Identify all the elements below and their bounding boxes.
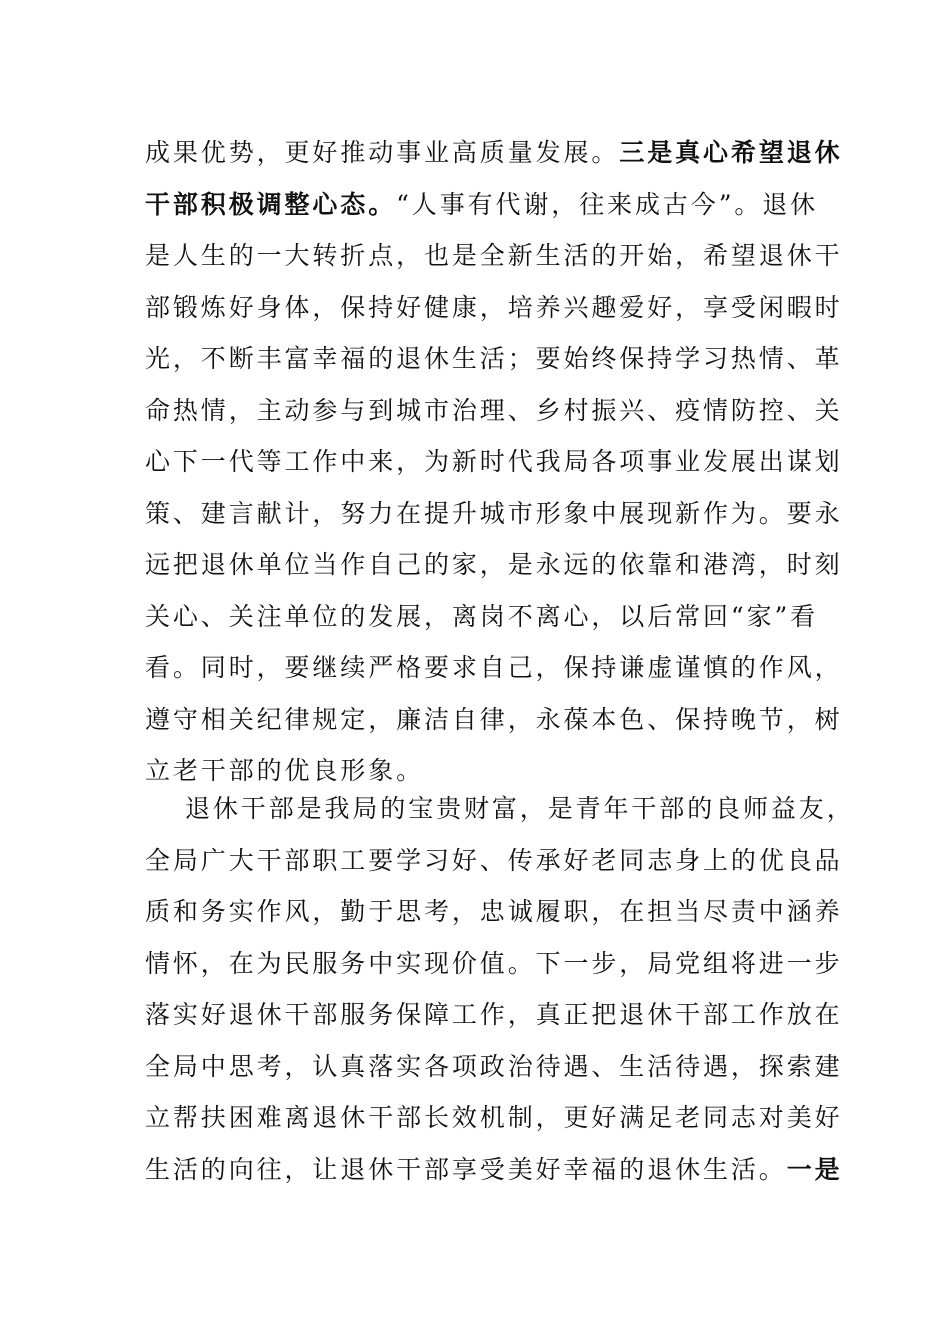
text-segment: 远把退休单位当作自己的家，是永远的依靠和港湾，时刻 (145, 550, 843, 579)
text-line (145, 127, 843, 179)
text-segment: 看。同时，要继续严格要求自己，保持谦虚谨慎的作风， (145, 653, 843, 682)
bold-text-segment: 三是真心希望退休 (619, 138, 843, 167)
text-line (145, 333, 843, 385)
text-line (145, 694, 843, 746)
text-segment: 情怀，在为民服务中实现价值。下一步，局党组将进一步 (145, 948, 843, 978)
text-segment: 策、建言献计，努力在提升城市形象中展现新作为。要永 (145, 498, 843, 528)
text-segment: 全局中思考，认真落实各项政治待遇、生活待遇，探索建 (145, 1051, 843, 1081)
text-segment: 立老干部的优良形象。 (145, 756, 425, 785)
text-segment: 退休干部是我局的宝贵财富，是青年干部的良师益友， (185, 794, 855, 823)
text-line (145, 488, 843, 540)
paragraph-1 (145, 127, 843, 797)
text-line (145, 886, 843, 938)
text-segment: 光，不断丰富幸福的退休生活；要始终保持学习热情、革 (145, 344, 843, 373)
text-segment: “人事有代谢，往来成古今”。退休 (396, 189, 819, 219)
bold-text-segment: 一是 (786, 1154, 843, 1184)
text-line (145, 1144, 843, 1196)
text-line (145, 783, 855, 835)
text-line (145, 179, 819, 231)
text-segment: 生活的向往，让退休干部享受美好幸福的退休生活。 (145, 1154, 787, 1184)
text-line (145, 1092, 843, 1144)
text-line (145, 385, 843, 437)
text-segment: 成果优势，更好推动事业高质量发展。 (145, 138, 620, 167)
text-line (145, 539, 843, 591)
text-segment: 落实好退休干部服务保障工作，真正把退休干部工作放在 (145, 1000, 843, 1029)
paragraph-2 (145, 783, 855, 1195)
text-line (145, 282, 843, 334)
bold-text-segment: 干部积极调整心态。 (145, 189, 397, 219)
text-segment: 部锻炼好身体，保持好健康，培养兴趣爱好，享受闲暇时 (145, 292, 843, 322)
text-line (145, 938, 843, 990)
text-line (145, 835, 843, 887)
text-segment: 命热情，主动参与到城市治理、乡村振兴、疫情防控、关 (145, 395, 843, 425)
text-line (145, 591, 819, 643)
text-line (145, 436, 843, 488)
text-segment: 遵守相关纪律规定，廉洁自律，永葆本色、保持晚节，树 (145, 704, 843, 734)
text-segment: 立帮扶困难离退休干部长效机制，更好满足老同志对美好 (145, 1103, 843, 1132)
text-segment: 是人生的一大转折点，也是全新生活的开始，希望退休干 (145, 241, 843, 270)
text-segment: 心下一代等工作中来，为新时代我局各项事业发展出谋划 (145, 447, 843, 476)
text-line (145, 989, 843, 1041)
text-line (145, 1041, 843, 1093)
text-segment: 全局广大干部职工要学习好、传承好老同志身上的优良品 (145, 845, 843, 875)
text-segment: 关心、关注单位的发展，离岗不离心，以后常回“家”看 (145, 601, 819, 631)
text-segment: 质和务实作风，勤于思考，忠诚履职，在担当尽责中涵养 (145, 897, 843, 926)
text-line (145, 642, 843, 694)
text-line (145, 230, 843, 282)
